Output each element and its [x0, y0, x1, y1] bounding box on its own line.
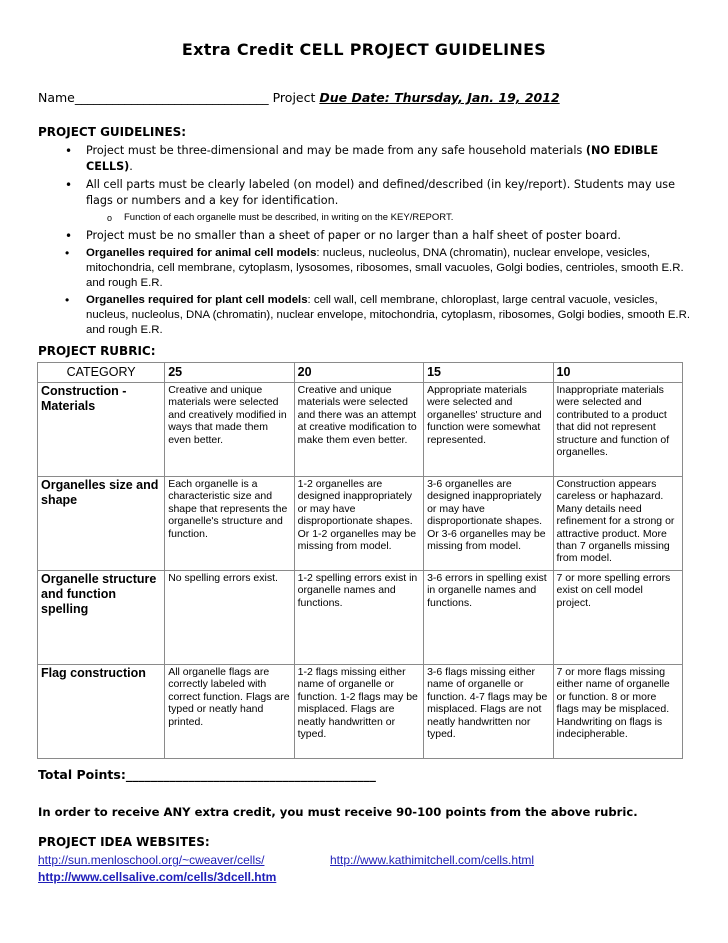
table-row [38, 571, 683, 665]
guideline-item [38, 228, 698, 244]
guideline-text: Project must be no smaller than a sheet of paper or no larger than a half sheet of poster board. [86, 229, 621, 242]
table-row [38, 383, 683, 477]
table-cell: 3-6 errors in spelling exist in organelle names and functions. [424, 571, 553, 665]
table-row [38, 665, 683, 759]
website-link[interactable]: http://sun.menloschool.org/~cweaver/cells/ [38, 853, 265, 867]
table-cell: Appropriate materials were selected and organelles' structure and function were somewhat represented. [424, 383, 553, 477]
guideline-text: : nucleus, nucleolus, DNA (chromatin), nuclear envelope, vesicles, mitochondria, cell membrane, cytoplasm, lysosomes, ribosomes, small vacuoles, Golgi bodies, centrioles, smooth E.R. and rough E.R. [86, 247, 684, 289]
table-cell: 1-2 flags missing either name of organelle or function. 1-2 flags may be misplaced. Flags are neatly handwritten or typed. [294, 665, 423, 759]
guideline-bold: (NO EDIBLE CELLS) [86, 144, 659, 173]
name-field-label: Name_______________________________ [38, 90, 269, 105]
table-cell: 7 or more flags missing either name of organelle or function. 8 or more flags may be misplaced. Handwriting on flags is indecipherable. [553, 665, 682, 759]
table-cell: Creative and unique materials were selected and there was an attempt at creative modification to make them even better. [294, 383, 423, 477]
column-header: 10 [553, 363, 682, 383]
table-row [38, 477, 683, 571]
guideline-bold: Organelles required for animal cell models [86, 247, 317, 259]
guideline-item [38, 177, 698, 209]
table-cell: Construction appears careless or haphazard. Many details need refinement for a strong or attractive product. More than 7 organells missing from model. [553, 477, 682, 571]
table-cell: No spelling errors exist. [165, 571, 294, 665]
guideline-item [38, 246, 698, 291]
table-cell: 3-6 organelles are designed inappropriately or may have disproportionate shapes. Or 3-6 organelles may be missing from model. [424, 477, 553, 571]
table-cell: Each organelle is a characteristic size and shape that represents the organelle's structure and function. [165, 477, 294, 571]
project-label: Project [268, 90, 320, 105]
guideline-tail: . [129, 160, 133, 173]
table-cell: Inappropriate materials were selected and contributed to a product that did not represent structure and function of organelles. [553, 383, 682, 477]
websites-heading: PROJECT IDEA WEBSITES: [38, 835, 210, 849]
row-category: Flag construction [38, 665, 165, 759]
guideline-text: Project must be three-dimensional and may be made from any safe household materials [86, 144, 586, 157]
guidelines-list [38, 143, 698, 340]
guidelines-heading: PROJECT GUIDELINES: [38, 125, 187, 139]
guideline-bold: Organelles required for plant cell models [86, 294, 308, 306]
row-category: Organelle structure and function spelling [38, 571, 165, 665]
total-points: Total Points:________________________________________ [38, 767, 376, 782]
extra-credit-notice: In order to receive ANY extra credit, you must receive 90-100 points from the above rubric. [38, 805, 638, 819]
table-cell: 7 or more spelling errors exist on cell model project. [553, 571, 682, 665]
column-header: 25 [165, 363, 294, 383]
guideline-text: All cell parts must be clearly labeled (on model) and defined/described (in key/report). Students may use flags or numbers and a key for identification. [86, 178, 676, 207]
table-cell: 1-2 spelling errors exist in organelle names and functions. [294, 571, 423, 665]
due-date: Due Date: Thursday, Jan. 19, 2012 [319, 90, 560, 105]
guideline-item [38, 143, 698, 175]
rubric-heading: PROJECT RUBRIC: [38, 344, 156, 358]
guideline-sub-item: o Function of each organelle must be described, in writing on the KEY/REPORT. [38, 211, 698, 225]
document-title: Extra Credit CELL PROJECT GUIDELINES [181, 40, 547, 59]
column-header: CATEGORY [38, 363, 165, 383]
rubric-header-row [38, 363, 683, 383]
website-link[interactable]: http://www.cellsalive.com/cells/3dcell.htm [38, 870, 277, 884]
table-cell: 1-2 organelles are designed inappropriately or may have disproportionate shapes. Or 1-2 organelles may be missing from model. [294, 477, 423, 571]
guideline-item [38, 293, 698, 338]
table-cell: Creative and unique materials were selected and creatively modified in ways that made them even better. [165, 383, 294, 477]
row-category: Construction - Materials [38, 383, 165, 477]
name-due-line [38, 90, 560, 105]
websites-list [38, 852, 535, 886]
rubric-table [37, 362, 683, 759]
guideline-text: : cell wall, cell membrane, chloroplast, large central vacuole, vesicles, nucleus, nucleolus, DNA (chromatin), nuclear envelope, mitochondria, cytoplasm, ribosomes, Golgi bodies, smooth E.R. and rough E.R. [86, 294, 690, 336]
table-cell: All organelle flags are correctly labeled with correct function. Flags are typed or neatly hand printed. [165, 665, 294, 759]
website-link[interactable]: http://www.kathimitchell.com/cells.html [330, 853, 535, 867]
column-header: 20 [294, 363, 423, 383]
table-cell: 3-6 flags missing either name of organelle or function. 4-7 flags may be misplaced. Flags are not neatly handwritten nor typed. [424, 665, 553, 759]
row-category: Organelles size and shape [38, 477, 165, 571]
column-header: 15 [424, 363, 553, 383]
